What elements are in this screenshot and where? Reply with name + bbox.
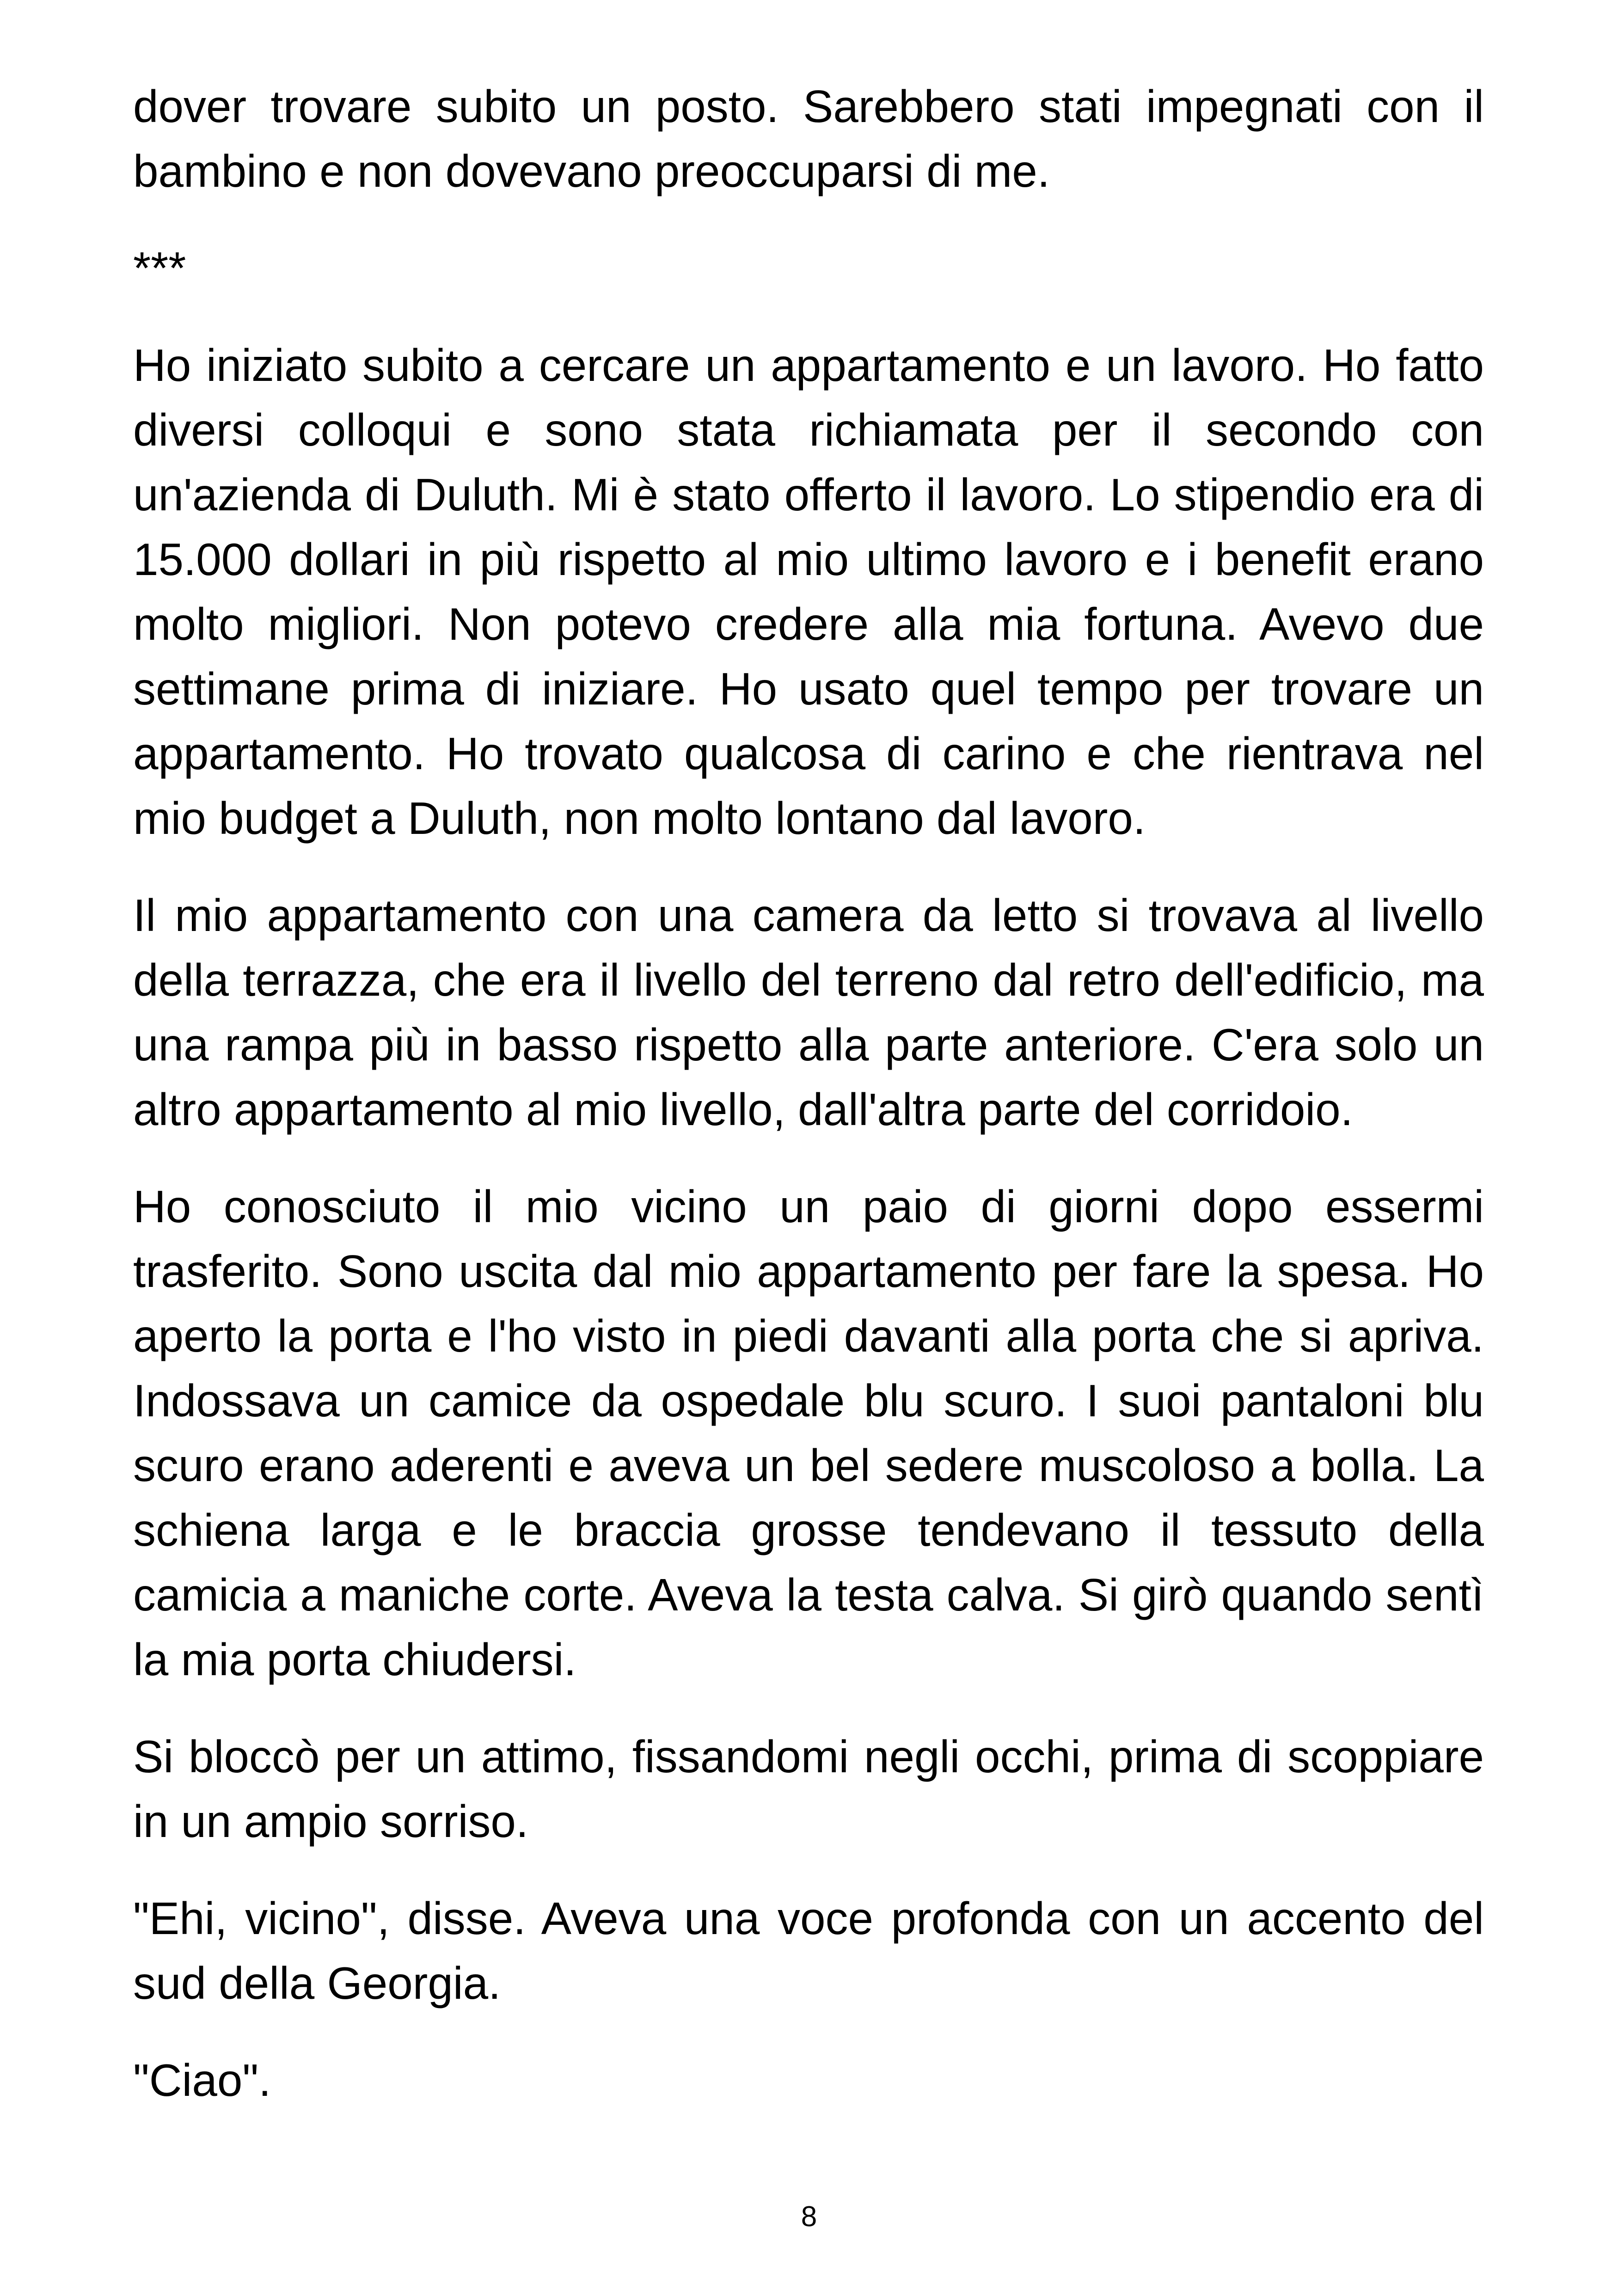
paragraph-dialogue-ehi: "Ehi, vicino", disse. Aveva una voce profonda con un accento del sud della Georgia. xyxy=(133,1893,1484,2008)
page-number: 8 xyxy=(801,2201,817,2233)
body-text xyxy=(133,74,1484,2145)
section-separator: *** xyxy=(133,243,186,294)
paragraph-neighbor: Ho conosciuto il mio vicino un paio di giorni dopo essermi trasferito. Sono uscita dal mio appartamento per fare la spesa. Ho aperto la porta e l'ho visto in piedi davanti alla porta che si apriva. Indossava un camice da ospedale blu scuro. I suoi pantaloni blu scuro erano aderenti e aveva un bel sedere muscoloso a bolla. La schiena larga e le braccia grosse tendevano il tessuto della camicia a maniche corte. Aveva la testa calva. Si girò quando sentì la mia porta chiudersi. xyxy=(133,1181,1484,1685)
paragraph-apartment: Il mio appartamento con una camera da letto si trovava al livello della terrazza, che era il livello del terreno dal retro dell'edificio, ma una rampa più in basso rispetto alla parte anteriore. C'era solo un altro appartamento al mio livello, dall'altra parte del corridoio. xyxy=(133,890,1484,1135)
paragraph-job-search: Ho iniziato subito a cercare un appartamento e un lavoro. Ho fatto diversi colloqui e sono stata richiamata per il secondo con un'azienda di Duluth. Mi è stato offerto il lavoro. Lo stipendio era di 15.000 dollari in più rispetto al mio ultimo lavoro e i benefit erano molto migliori. Non potevo credere alla mia fortuna. Avevo due settimane prima di iniziare. Ho usato quel tempo per trovare un appartamento. Ho trovato qualcosa di carino e che rientrava nel mio budget a Duluth, non molto lontano dal lavoro. xyxy=(133,340,1484,844)
paragraph-smile: Si bloccò per un attimo, fissandomi negli occhi, prima di scoppiare in un ampio sorriso. xyxy=(133,1731,1484,1847)
paragraph-continuation: dover trovare subito un posto. Sarebbero stati impegnati con il bambino e non dovevano preoccuparsi di me. xyxy=(133,81,1484,196)
paragraph-dialogue-ciao: "Ciao". xyxy=(133,2055,271,2106)
